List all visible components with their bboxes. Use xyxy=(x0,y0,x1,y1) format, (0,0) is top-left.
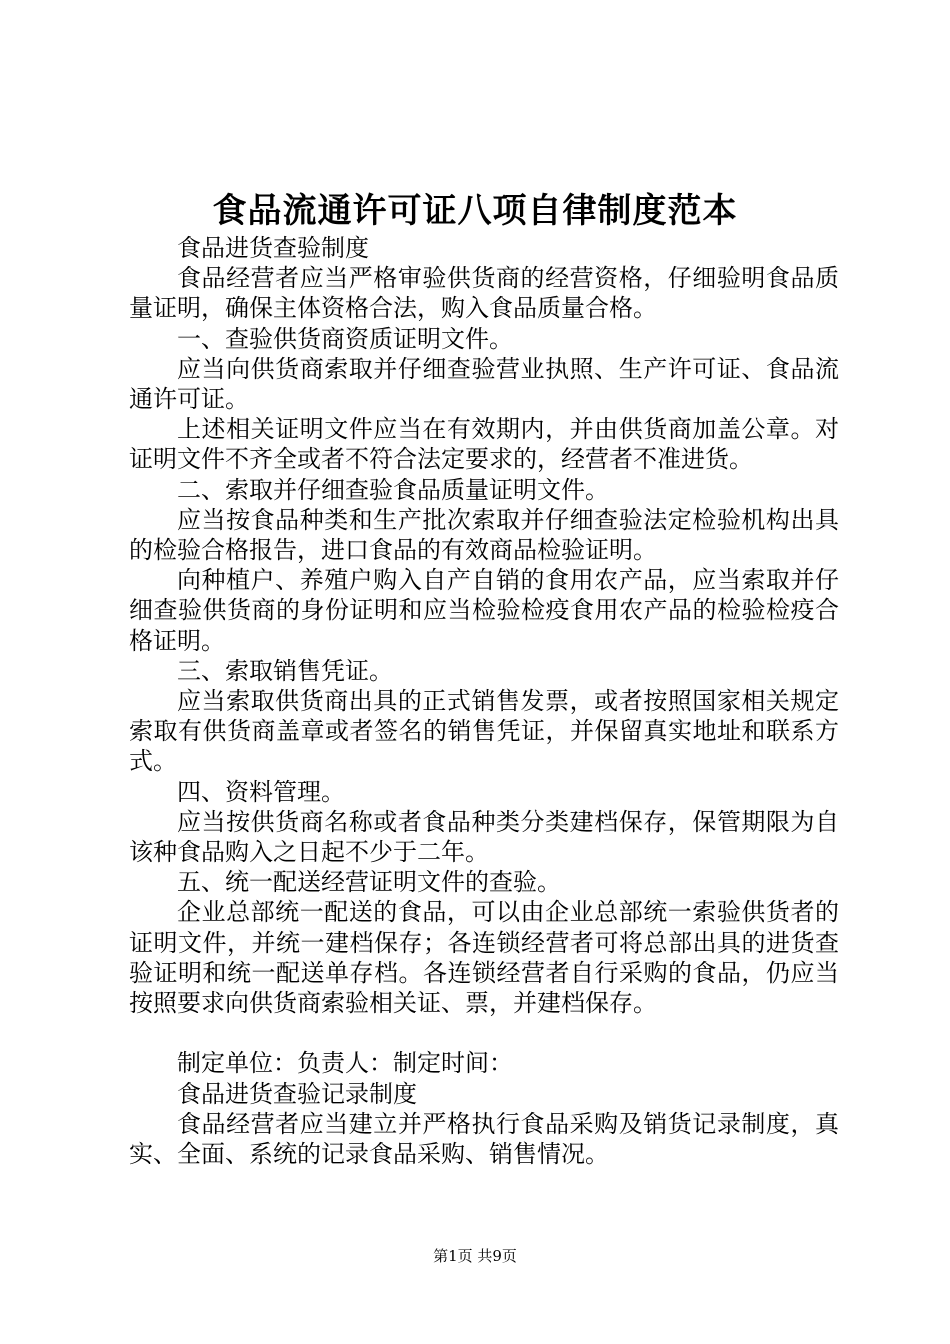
paragraph: 上述相关证明文件应当在有效期内，并由供货商加盖公章。对证明文件不齐全或者不符合法定要求的，经营者不准进货。 xyxy=(129,415,839,474)
paragraph: 应当向供货商索取并仔细查验营业执照、生产许可证、食品流通许可证。 xyxy=(129,354,839,414)
section-heading: 食品进货查验记录制度 xyxy=(177,1079,417,1108)
paragraph: 应当按食品种类和生产批次索取并仔细查验法定检验机构出具的检验合格报告，进口食品的有效商品检验证明。 xyxy=(129,505,839,565)
document-body xyxy=(129,233,839,1169)
blank-line xyxy=(129,1018,839,1048)
item-heading: 二、索取并仔细查验食品质量证明文件。 xyxy=(177,475,609,504)
item-heading: 四、资料管理。 xyxy=(177,777,345,806)
paragraph: 食品经营者应当严格审验供货商的经营资格，仔细验明食品质量证明，确保主体资格合法，购入食品质量合格。 xyxy=(129,264,839,323)
paragraph: 食品经营者应当建立并严格执行食品采购及销货记录制度，真实、全面、系统的记录食品采购、销售情况。 xyxy=(129,1109,839,1169)
document-title: 食品流通许可证八项自律制度范本 xyxy=(212,191,738,231)
signature-line: 制定单位：负责人：制定时间： xyxy=(177,1049,513,1078)
item-heading: 一、查验供货商资质证明文件。 xyxy=(177,324,513,353)
item-heading: 五、统一配送经营证明文件的查验。 xyxy=(177,868,561,897)
paragraph: 应当按供货商名称或者食品种类分类建档保存，保管期限为自该种食品购入之日起不少于二年。 xyxy=(129,807,839,867)
item-heading: 三、索取销售凭证。 xyxy=(177,656,393,685)
page-footer: 第1页 共9页 xyxy=(433,1247,517,1265)
paragraph: 向种植户、养殖户购入自产自销的食用农产品，应当索取并仔细查验供货商的身份证明和应当检验检疫食用农产品的检验检疫合格证明。 xyxy=(129,566,839,655)
paragraph: 应当索取供货商出具的正式销售发票，或者按照国家相关规定索取有供货商盖章或者签名的销售凭证，并保留真实地址和联系方式。 xyxy=(129,687,839,776)
paragraph: 企业总部统一配送的食品，可以由企业总部统一索验供货者的证明文件，并统一建档保存；各连锁经营者可将总部出具的进货查验证明和统一配送单存档。各连锁经营者自行采购的食品，仍应当按照要求向供货商索验相关证、票，并建档保存。 xyxy=(129,898,839,1018)
section-heading: 食品进货查验制度 xyxy=(177,234,369,262)
